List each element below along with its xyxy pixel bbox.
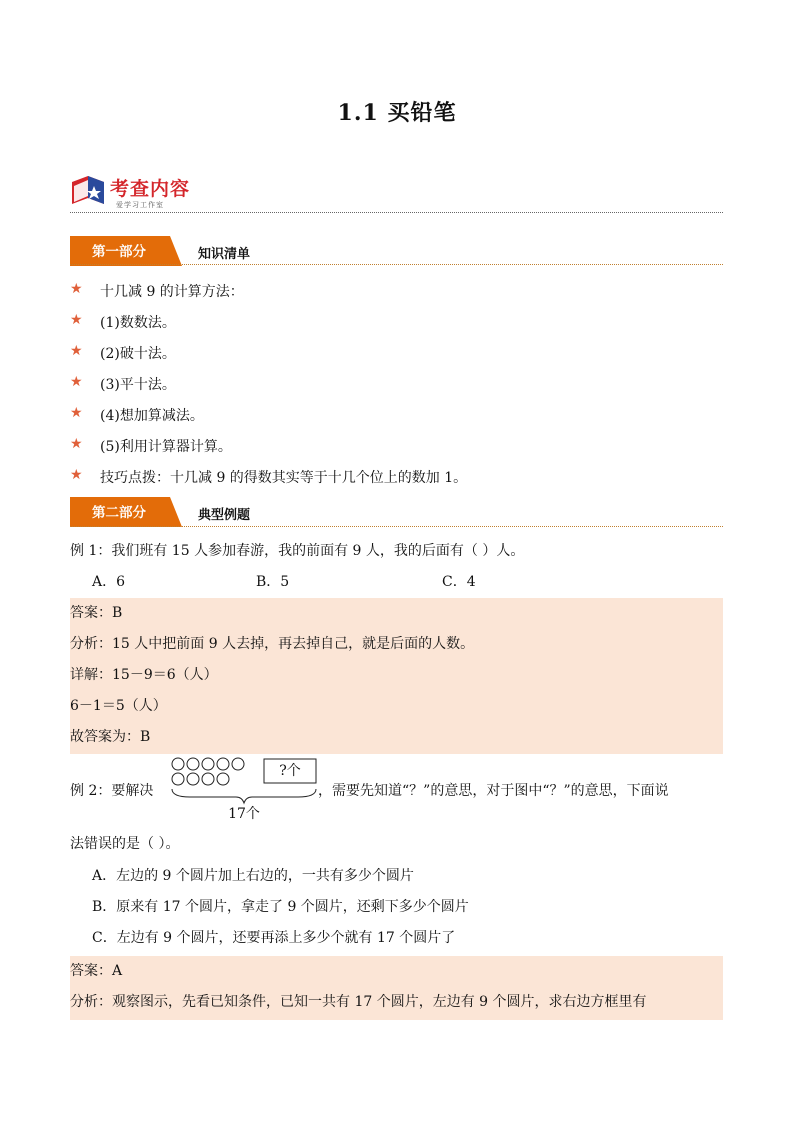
example2-question-suffix: ，需要先知道“？”的意思，对于图中“？”的意思，下面说 <box>318 783 669 799</box>
book-star-icon <box>70 172 106 208</box>
example1-choice-c: C．4 <box>442 574 476 590</box>
logo-text: 考查内容 <box>110 178 191 200</box>
section1-tab-label: 第一部分 <box>92 244 146 260</box>
circle-piece <box>172 773 184 785</box>
circle-piece <box>172 758 184 770</box>
example1-detail-step: 6－1＝5（人） <box>70 698 167 714</box>
example2-figure <box>170 755 318 825</box>
star-icon: ★ <box>70 405 83 421</box>
logo <box>70 172 210 212</box>
circle-piece <box>202 758 214 770</box>
example2-choice-a: A．左边的 9 个圆片加上右边的，一共有多少个圆片 <box>92 868 414 884</box>
circle-piece <box>232 758 244 770</box>
total-label: 17个 <box>228 806 260 822</box>
example2-answer-box <box>70 956 723 1020</box>
circle-piece <box>187 773 199 785</box>
circle-piece <box>217 758 229 770</box>
example1-detail: 详解：15－9＝6（人） <box>70 667 218 683</box>
section1-tab <box>70 236 180 264</box>
example1-answer-box <box>70 598 723 754</box>
divider <box>70 212 723 213</box>
example2-question-prefix: 例 2：要解决 <box>70 783 154 799</box>
star-icon: ★ <box>70 436 83 452</box>
example2-answer: 答案：A <box>70 963 123 979</box>
question-box-label: ?个 <box>279 763 301 779</box>
example1-answer: 答案：B <box>70 605 123 621</box>
example1-choice-a: A．6 <box>92 574 126 590</box>
example1-analysis: 分析：15 人中把前面 9 人去掉，再去掉自己，就是后面的人数。 <box>70 636 475 652</box>
circle-piece <box>217 773 229 785</box>
star-icon: ★ <box>70 467 83 483</box>
example2-choice-b: B．原来有 17 个圆片，拿走了 9 个圆片，还剩下多少个圆片 <box>92 899 469 915</box>
circle-piece <box>202 773 214 785</box>
star-icon: ★ <box>70 343 83 359</box>
section2-tab-label: 第二部分 <box>92 505 146 521</box>
example1-question: 例 1：我们班有 15 人参加春游，我的前面有 9 人，我的后面有（ ）人。 <box>70 543 525 559</box>
section2-underline <box>70 526 723 527</box>
example2-question-line2: 法错误的是（ ）。 <box>70 836 180 852</box>
logo-subtext: 爱学习工作室 <box>116 201 164 209</box>
example1-choice-b: B．5 <box>256 574 290 590</box>
section2-tab <box>70 497 180 525</box>
section2-subtitle: 典型例题 <box>198 508 251 523</box>
example2-analysis: 分析：观察图示，先看已知条件，已知一共有 17 个圆片，左边有 9 个圆片，求右边方框里有 <box>70 994 647 1010</box>
star-icon: ★ <box>70 281 83 297</box>
example1-conclusion: 故答案为：B <box>70 729 151 745</box>
star-icon: ★ <box>70 374 83 390</box>
circle-piece <box>187 758 199 770</box>
page-title: 1.1 买铅笔 <box>337 100 457 126</box>
star-icon: ★ <box>70 312 83 328</box>
section1-subtitle: 知识清单 <box>198 247 251 262</box>
example2-choice-c: C．左边有 9 个圆片，还要再添上多少个就有 17 个圆片了 <box>92 930 456 946</box>
section1-underline <box>70 264 723 265</box>
